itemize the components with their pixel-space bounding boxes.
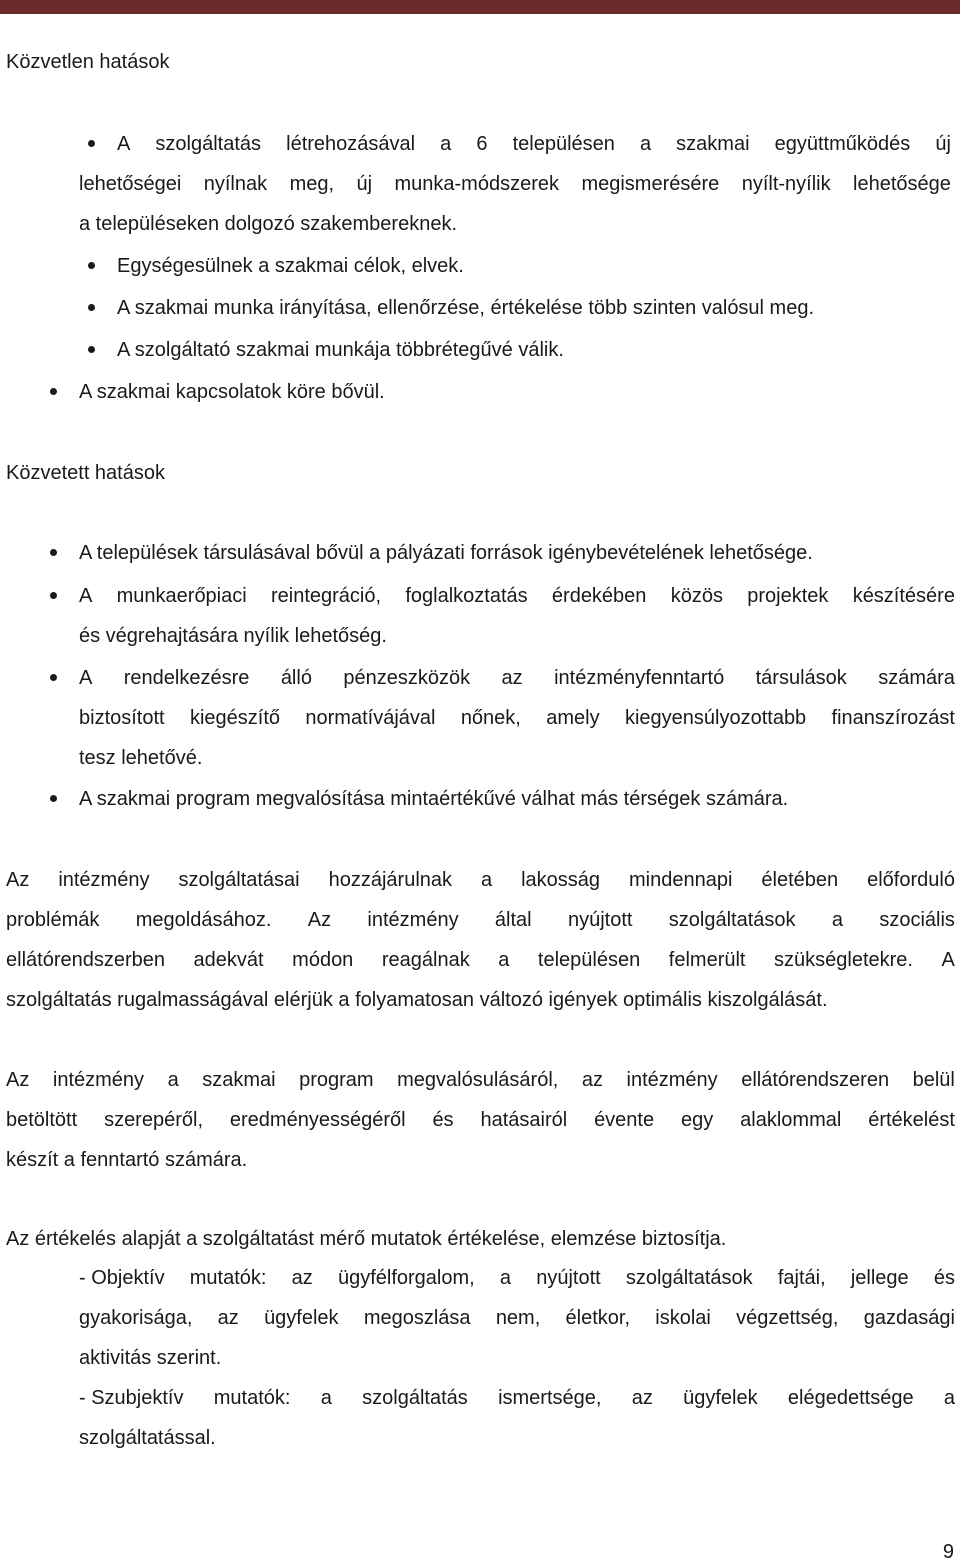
word: az: [291, 1267, 313, 1289]
word: településen: [512, 133, 615, 155]
word: a: [499, 1267, 512, 1289]
word: szociális: [879, 909, 955, 931]
subjective-line-1: [79, 1386, 955, 1410]
indirect-bullet-3-line-3: tesz lehetővé.: [79, 747, 203, 769]
paragraph-1-line-3: [6, 948, 955, 972]
objective-line-3: aktivitás szerint.: [79, 1347, 222, 1369]
word: munkaerőpiaci: [116, 585, 247, 607]
word: iskolai: [655, 1307, 711, 1329]
word: Az: [307, 909, 332, 931]
bullet-icon: [50, 592, 57, 599]
word: évente: [594, 1109, 655, 1131]
word: ellátórendszeren: [741, 1069, 890, 1091]
word: kiegyensúlyozottabb: [624, 707, 807, 729]
word: fajtái,: [777, 1267, 826, 1289]
word: normatívájával: [305, 707, 436, 729]
word: 6: [476, 133, 488, 155]
word: az: [581, 1069, 603, 1091]
word: reintegráció,: [270, 585, 382, 607]
word: szakmai: [676, 133, 750, 155]
word: gyakorisága,: [79, 1307, 193, 1329]
word: alaklommal: [740, 1109, 842, 1131]
word: ügyfelek: [264, 1307, 339, 1329]
word: a: [498, 949, 510, 971]
subjective-line-2: szolgáltatással.: [79, 1427, 216, 1449]
word: szolgáltatások: [668, 909, 796, 931]
bullet-icon: [88, 262, 95, 269]
word: végzettség,: [736, 1307, 839, 1329]
paragraph-2-line-3: készít a fenntartó számára.: [6, 1149, 248, 1171]
word: létrehozásával: [286, 133, 416, 155]
word: által: [494, 909, 532, 931]
word: együttműködés: [774, 133, 911, 155]
word: mutatók:: [213, 1387, 291, 1409]
word: életkor,: [565, 1307, 631, 1329]
direct-bullet-4: A szolgáltató szakmai munkája többrétegűvé válik.: [117, 339, 564, 361]
word: intézményfenntartó: [554, 667, 725, 689]
paragraph-1-line-2: [6, 908, 955, 932]
word: nyújtott: [536, 1267, 601, 1289]
word: a: [943, 1387, 955, 1409]
paragraph-1-line-4: szolgáltatás rugalmasságával elérjük a folyamatosan változó igények optimális kiszolgálását.: [6, 989, 828, 1011]
section-heading-indirect: Közvetett hatások: [6, 462, 165, 484]
word: az: [501, 667, 523, 689]
bullet-icon: [88, 304, 95, 311]
indirect-bullet-2-line-1: [79, 584, 955, 608]
word: lehetősége: [853, 173, 951, 195]
word: a: [480, 869, 493, 891]
word: A: [117, 133, 131, 155]
word: szerepéről,: [104, 1109, 203, 1131]
bullet-icon: [50, 674, 57, 681]
word: életében: [761, 869, 839, 891]
word: adekvát: [193, 949, 264, 971]
word: A: [79, 585, 93, 607]
word: közös: [670, 585, 723, 607]
word: Az: [6, 1069, 30, 1091]
word: - Objektív: [79, 1267, 165, 1289]
word: Az: [6, 869, 30, 891]
word: - Szubjektív: [79, 1387, 184, 1409]
word: A: [941, 949, 955, 971]
word: egy: [681, 1109, 714, 1131]
word: belül: [912, 1069, 955, 1091]
word: ügyfélforgalom,: [337, 1267, 475, 1289]
word: és: [933, 1267, 955, 1289]
word: munka-módszerek: [394, 173, 559, 195]
word: szolgáltatás: [155, 133, 262, 155]
word: szolgáltatásai: [178, 869, 300, 891]
indirect-bullet-2-line-2: és végrehajtására nyílik lehetőség.: [79, 625, 387, 647]
word: kiegészítő: [189, 707, 281, 729]
word: reagálnak: [381, 949, 470, 971]
word: nem,: [495, 1307, 541, 1329]
word: biztosított: [79, 707, 165, 729]
word: társulások: [755, 667, 847, 689]
word: új: [356, 173, 373, 195]
word: program: [299, 1069, 374, 1091]
bullet-icon: [88, 140, 95, 147]
word: lehetőségei: [79, 173, 182, 195]
word: intézmény: [626, 1069, 718, 1091]
word: készítésére: [852, 585, 955, 607]
word: gazdasági: [863, 1307, 955, 1329]
word: lakosság: [521, 869, 601, 891]
word: projektek: [747, 585, 829, 607]
word: problémák: [6, 909, 100, 931]
word: betöltött: [6, 1109, 78, 1131]
word: mindennapi: [628, 869, 733, 891]
word: számára: [878, 667, 955, 689]
word: hatásairól: [480, 1109, 568, 1131]
word: álló: [280, 667, 312, 689]
word: intézmény: [58, 869, 150, 891]
direct-bullet-3: A szakmai munka irányítása, ellenőrzése, értékelése több szinten valósul meg.: [117, 297, 815, 319]
word: a: [831, 909, 844, 931]
word: a: [639, 133, 652, 155]
objective-line-1: [79, 1266, 955, 1290]
word: eredményességéről: [229, 1109, 406, 1131]
direct-bullet-1-line-1: [117, 132, 951, 156]
paragraph-3-intro: Az értékelés alapját a szolgáltatást mérő mutatok értékelése, elemzése biztosítja.: [6, 1228, 727, 1250]
paragraph-2-line-1: [6, 1068, 955, 1092]
word: jellege: [850, 1267, 909, 1289]
bullet-icon: [50, 388, 57, 395]
word: a: [440, 133, 452, 155]
word: szolgáltatások: [625, 1267, 753, 1289]
word: érdekében: [551, 585, 647, 607]
word: szükségletekre.: [774, 949, 913, 971]
word: megvalósulásáról,: [397, 1069, 559, 1091]
word: megismerésére: [581, 173, 720, 195]
direct-bullet-5: A szakmai kapcsolatok köre bővül.: [79, 381, 385, 403]
word: amely: [546, 707, 600, 729]
indirect-bullet-3-line-1: [79, 666, 955, 690]
objective-line-2: [79, 1306, 955, 1330]
indirect-bullet-3-line-2: [79, 706, 955, 730]
word: intézmény: [367, 909, 459, 931]
word: finanszírozást: [831, 707, 955, 729]
word: ismertsége,: [498, 1387, 602, 1409]
word: foglalkoztatás: [405, 585, 528, 607]
direct-bullet-1-line-2: [79, 172, 951, 196]
word: és: [432, 1109, 454, 1131]
word: településen: [537, 949, 641, 971]
word: mutatók:: [189, 1267, 267, 1289]
bullet-icon: [50, 795, 57, 802]
word: nyújtott: [567, 909, 633, 931]
bullet-icon: [88, 346, 95, 353]
indirect-bullet-4: A szakmai program megvalósítása mintaértékűvé válhat más térségek számára.: [79, 788, 789, 810]
word: megoldásához.: [135, 909, 272, 931]
word: rendelkezésre: [123, 667, 250, 689]
word: pénzeszközök: [343, 667, 471, 689]
word: felmerült: [668, 949, 746, 971]
word: megoszlása: [363, 1307, 471, 1329]
word: A: [79, 667, 93, 689]
bullet-icon: [50, 549, 57, 556]
paragraph-2-line-2: [6, 1108, 955, 1132]
indirect-bullet-1: A települések társulásával bővül a pályázati források igénybevételének lehetősége.: [79, 542, 813, 564]
word: ellátórendszerben: [6, 949, 165, 971]
word: értékelést: [868, 1109, 955, 1131]
word: a: [167, 1069, 179, 1091]
word: a: [320, 1387, 332, 1409]
word: meg,: [289, 173, 335, 195]
word: szakmai: [202, 1069, 276, 1091]
word: az: [217, 1307, 239, 1329]
word: nőnek,: [460, 707, 521, 729]
direct-bullet-2: Egységesülnek a szakmai célok, elvek.: [117, 255, 464, 277]
word: hozzájárulnak: [328, 869, 453, 891]
word: az: [631, 1387, 653, 1409]
paragraph-1-line-1: [6, 868, 955, 892]
word: új: [935, 133, 951, 155]
word: szolgáltatás: [362, 1387, 468, 1409]
page-number: 9: [942, 1541, 954, 1563]
word: ügyfelek: [683, 1387, 758, 1409]
section-heading-direct: Közvetlen hatások: [6, 51, 170, 73]
word: előforduló: [867, 869, 955, 891]
direct-bullet-1-line-3: a településeken dolgozó szakembereknek.: [79, 213, 458, 235]
word: nyílnak: [203, 173, 268, 195]
word: módon: [292, 949, 354, 971]
word: intézmény: [52, 1069, 145, 1091]
word: elégedettsége: [787, 1387, 914, 1409]
word: nyílt-nyílik: [741, 173, 831, 195]
